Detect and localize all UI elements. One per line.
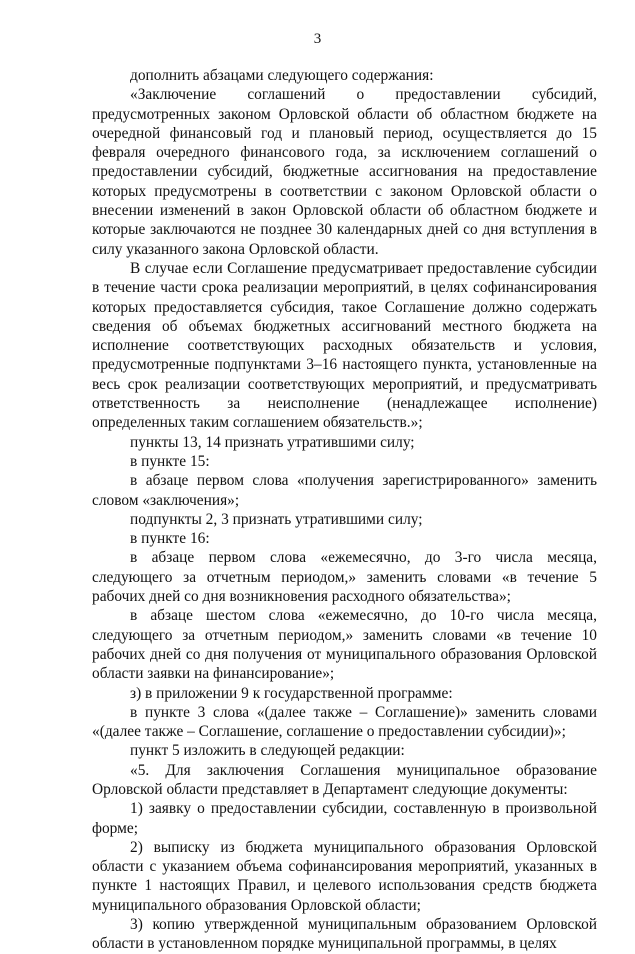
paragraph: з) в приложении 9 к государственной программе: <box>130 684 453 702</box>
paragraph: В случае если Соглашение предусматривает предоставление субсидии в течение части срока реализации мероприятий, в целях софинансирования которых предоставляется субсидия, такое Соглашение должно содержать сведения об объемах бюджетных ассигнований местного бюджета на исполнение соответствующих расходных обязательств и условия, предусмотренные подпунктами 3–16 настоящего пункта, установленные на весь срок реализации соответствующих мероприятий, и предусматривать ответственность за неисполнение (ненадлежащее исполнение) определенных таким соглашением обязательств.»; <box>92 259 597 432</box>
page-number: 3 <box>313 31 322 47</box>
paragraph: в абзаце первом слова «получения зарегистрированного» заменить словом «заключения»; <box>92 472 597 509</box>
paragraph: в пункте 3 слова «(далее также – Соглашение)» заменить словами «(далее также – Соглашение, соглашение о предоставлении субсидии)»; <box>92 703 597 741</box>
paragraph: 3) копию утвержденной муниципальным образованием Орловской области в установленном порядке муниципальной программы, в целях <box>92 916 597 953</box>
paragraph: 2) выписку из бюджета муниципального образования Орловской области с указанием объема софинансирования мероприятий, указанных в пункте 1 настоящих Правил, и целевого использования средств бюджета муниципального образования Орловской области; <box>92 838 597 914</box>
paragraph: пункты 13, 14 признать утратившими силу; <box>130 433 415 451</box>
paragraph: в абзаце первом слова «ежемесячно, до 3-го числа месяца, следующего за отчетным периодом,» заменить словами «в течение 5 рабочих дней со дня возникновения расходного обязательства»; <box>92 549 597 606</box>
paragraph: подпункты 2, 3 признать утратившими силу; <box>130 510 423 528</box>
paragraph: в пункте 16: <box>130 530 210 548</box>
paragraph: 1) заявку о предоставлении субсидии, составленную в произвольной форме; <box>92 800 597 837</box>
paragraph: «5. Для заключения Соглашения муниципальное образование Орловской области представляет в Департамент следующие документы: <box>92 761 597 798</box>
paragraph: дополнить абзацами следующего содержания: <box>130 67 434 84</box>
paragraph: пункт 5 изложить в следующей редакции: <box>130 742 405 760</box>
paragraph: в абзаце шестом слова «ежемесячно, до 10-го числа месяца, следующего за отчетным периодом,» заменить словами «в течение 10 рабочих дней со дня получения от муниципального образования Орловской области заявки на финансирование»; <box>92 607 597 683</box>
document-body <box>92 66 597 954</box>
paragraph: в пункте 15: <box>130 452 210 470</box>
paragraph: «Заключение соглашений о предоставлении субсидий, предусмотренных законом Орловской области об областном бюджете на очередной финансовый год и плановый период, осуществляется до 15 февраля очередного финансового года, за исключением соглашений о предоставлении субсидий, бюджетные ассигнования на предоставление которых предусмотрены в соответствии с законом Орловской области о внесении изменений в закон Орловской области об областном бюджете и которые заключаются не позднее 30 календарных дней со дня вступления в силу указанного закона Орловской области. <box>92 86 597 258</box>
